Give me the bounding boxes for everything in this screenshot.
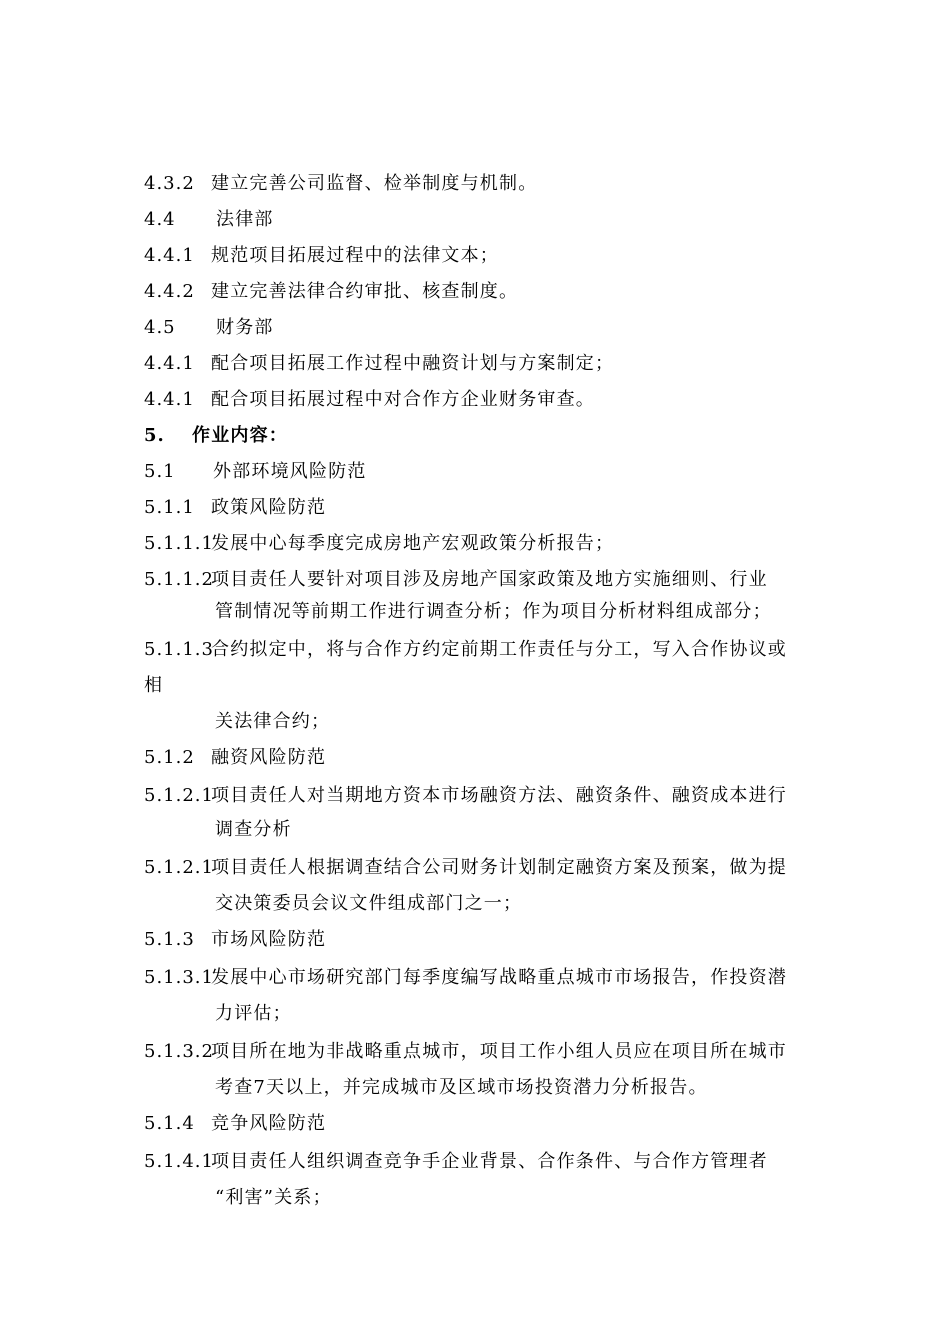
clause-number: 5.1.1.2 [144,569,214,590]
clause-number: 5.1.3 [144,929,195,950]
clause-text: 调查分析 [215,819,292,840]
clause-text: 发展中心每季度完成房地产宏观政策分析报告； [211,533,615,554]
clause-continuation [144,673,163,699]
clause-continuation [215,1001,292,1027]
clause-text: 项目责任人对当期地方资本市场融资方法、融资条件、融资成本进行 [211,785,787,806]
clause-5-1-2-1 [144,783,787,809]
clause-text: “利害”关系； [215,1187,332,1208]
clause-number: 4.4.1 [144,389,195,410]
clause-number: 5.1 [144,461,176,482]
clause-text: 融资风险防范 [211,747,327,768]
clause-number: 4.4.1 [144,353,195,374]
clause-text: 项目所在地为非战略重点城市，项目工作小组人员应在项目所在城市 [211,1041,787,1062]
clause-text: 配合项目拓展过程中对合作方企业财务审查。 [211,389,595,410]
section-4-4-heading [144,207,274,233]
clause-4-3-2 [144,171,537,197]
clause-text: 相 [144,675,164,696]
clause-continuation [215,599,772,625]
clause-text: 考查7天以上，并完成城市及区域市场投资潜力分析报告。 [215,1077,708,1098]
clause-number: 5.1.4 [144,1113,195,1134]
clause-text: 外部环境风险防范 [213,461,367,482]
clause-text: 配合项目拓展工作过程中融资计划与方案制定； [211,353,615,374]
clause-text: 发展中心市场研究部门每季度编写战略重点城市市场报告，作投资潜 [211,967,787,988]
clause-text: 合约拟定中，将与合作方约定前期工作责任与分工，写入合作协议或 [211,639,787,660]
clause-text: 项目责任人要针对项目涉及房地产国家政策及地方实施细则、行业 [211,569,768,590]
clause-5-1-1-1 [144,531,614,557]
clause-5-1-1-2 [144,567,768,593]
clause-number: 5. [144,425,165,446]
clause-4-4-1-partner-audit [144,387,595,413]
clause-5-1-2-1-financing-scheme [144,855,787,881]
clause-text: 竞争风险防范 [211,1113,327,1134]
clause-5-1-4-1 [144,1149,768,1175]
clause-5-1-1-3 [144,637,787,663]
clause-number: 4.5 [144,317,176,338]
clause-4-4-1-financing-plan [144,351,614,377]
clause-continuation [215,891,522,917]
clause-continuation [215,1075,708,1101]
clause-number: 4.4 [144,209,176,230]
clause-continuation [215,1185,332,1211]
clause-text: 力评估； [215,1003,292,1024]
clause-text: 法律部 [216,209,274,230]
clause-text: 作业内容： [192,425,288,446]
clause-text: 建立完善法律合约审批、核查制度。 [211,281,519,302]
clause-number: 5.1.2.1 [144,785,214,806]
clause-number: 5.1.2 [144,747,195,768]
clause-5-1-3-2 [144,1039,787,1065]
clause-text: 交决策委员会议文件组成部门之一； [215,893,523,914]
clause-number: 5.1.3.1 [144,967,214,988]
clause-4-4-2 [144,279,518,305]
clause-text: 政策风险防范 [211,497,327,518]
clause-text: 财务部 [216,317,274,338]
clause-text: 市场风险防范 [211,929,327,950]
clause-number: 5.1.1.1 [144,533,214,554]
clause-5-1-3-1 [144,965,787,991]
section-5-1-2-heading [144,745,326,771]
section-5-1-4-heading [144,1111,326,1137]
section-5-1-3-heading [144,927,326,953]
clause-continuation [215,709,330,735]
section-4-5-heading [144,315,274,341]
clause-text: 项目责任人组织调查竞争手企业背景、合作条件、与合作方管理者 [211,1151,768,1172]
clause-number: 5.1.2.1 [144,857,214,878]
clause-text: 项目责任人根据调查结合公司财务计划制定融资方案及预案，做为提 [211,857,787,878]
clause-number: 4.3.2 [144,173,195,194]
clause-4-4-1 [144,243,499,269]
clause-number: 4.4.1 [144,245,195,266]
clause-number: 5.1.3.2 [144,1041,214,1062]
clause-continuation [215,817,292,843]
clause-text: 关法律合约； [215,711,331,732]
section-5-heading [144,423,288,449]
clause-number: 4.4.2 [144,281,195,302]
clause-text: 管制情况等前期工作进行调查分析；作为项目分析材料组成部分； [215,601,772,622]
section-5-1-1-heading [144,495,326,521]
clause-text: 建立完善公司监督、检举制度与机制。 [211,173,538,194]
clause-number: 5.1.1 [144,497,195,518]
clause-text: 规范项目拓展过程中的法律文本； [211,245,499,266]
clause-number: 5.1.1.3 [144,639,214,660]
section-5-1-heading [144,459,367,485]
clause-number: 5.1.4.1 [144,1151,214,1172]
